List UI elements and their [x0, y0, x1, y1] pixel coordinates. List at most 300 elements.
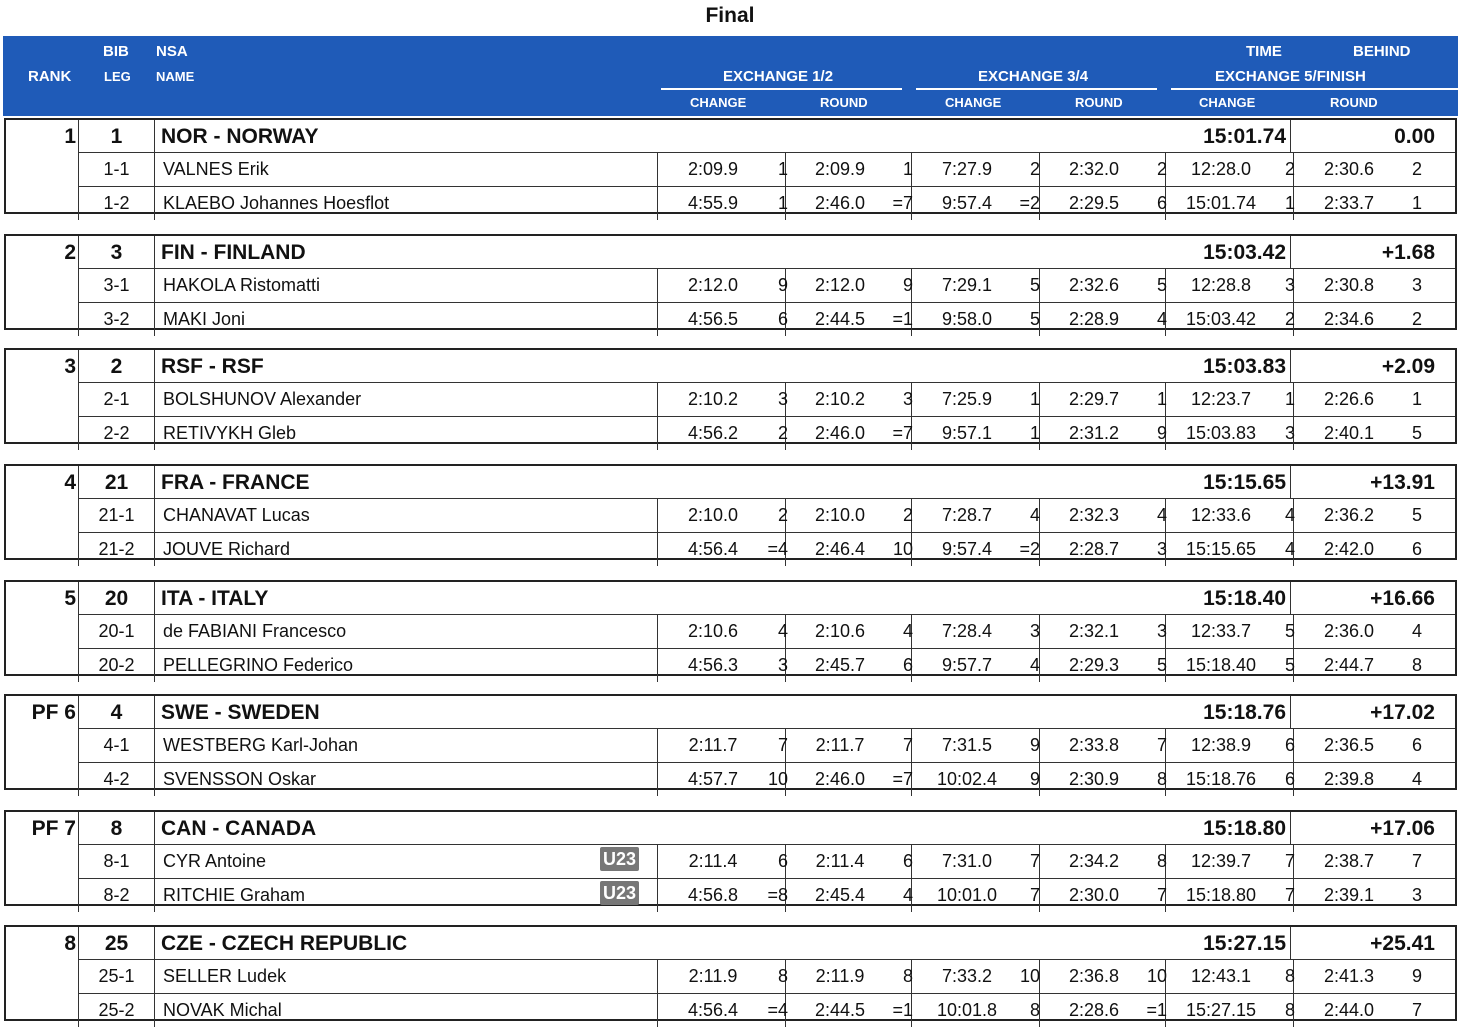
athlete-name: NOVAK Michal	[154, 993, 657, 1027]
team-behind: +25.41	[1290, 927, 1457, 959]
split-value: 4	[902, 885, 913, 905]
header-divider	[661, 88, 902, 90]
team-nation: CAN - CANADA	[154, 812, 1290, 844]
team-rank: PF 6	[31, 701, 76, 724]
split-value: 9	[1029, 735, 1040, 755]
team-rank: 1	[64, 125, 76, 148]
split-value: 5	[1029, 275, 1040, 295]
split-value: 2:11.7	[815, 735, 865, 755]
split-value: 9	[1156, 423, 1167, 443]
team-block	[4, 234, 1457, 330]
split-value: 12:33.7	[1190, 621, 1252, 641]
page-title: Final	[705, 4, 755, 27]
split-value: 9:57.4	[941, 539, 993, 559]
split-value: 4	[1411, 621, 1422, 641]
split-value: 9:58.0	[941, 309, 993, 329]
split-value: 6	[1411, 539, 1422, 559]
split-value: 7:28.4	[941, 621, 993, 641]
team-bib: 25	[78, 927, 154, 1023]
team-bib: 21	[78, 466, 154, 562]
split-value: 3	[1284, 275, 1295, 295]
split-value: 2:40.1	[1323, 423, 1375, 443]
header-leg: LEG	[104, 69, 131, 84]
split-value: 10	[767, 769, 788, 789]
leg-number: 21-1	[78, 498, 154, 532]
split-value: 2:11.4	[815, 851, 865, 871]
athlete-name: RITCHIE Graham	[154, 878, 657, 912]
leg-number: 1-1	[78, 152, 154, 186]
header-round: ROUND	[820, 95, 868, 110]
team-nation: FIN - FINLAND	[154, 236, 1290, 268]
team-bib: 3	[78, 236, 154, 332]
header-behind: BEHIND	[1353, 43, 1411, 60]
split-value: 2:46.4	[814, 539, 866, 559]
header-change: CHANGE	[690, 95, 747, 110]
team-block	[4, 464, 1457, 560]
header-nsa: NSA	[156, 43, 188, 60]
split-value: 15:18.80	[1185, 885, 1257, 905]
split-value: 2:32.1	[1068, 621, 1120, 641]
split-value: 15:18.76	[1185, 769, 1257, 789]
team-nation: RSF - RSF	[154, 350, 1290, 382]
split-value: 2:12.0	[814, 275, 866, 295]
cell-divider	[657, 302, 658, 336]
split-value: 2	[777, 505, 788, 525]
split-value: 2:34.6	[1323, 309, 1375, 329]
split-value: 4	[1411, 769, 1422, 789]
split-value: 10:01.0	[936, 885, 998, 905]
leg-number: 1-2	[78, 186, 154, 220]
split-value: =4	[767, 1000, 788, 1020]
split-value: 4	[902, 621, 913, 641]
split-value: 2:36.0	[1323, 621, 1375, 641]
split-value: 9	[902, 275, 913, 295]
split-value: 2:28.6	[1068, 1000, 1120, 1020]
leg-number: 21-2	[78, 532, 154, 566]
split-value: 4	[1284, 505, 1295, 525]
split-value: 1	[1284, 389, 1295, 409]
split-value: 9:57.1	[941, 423, 993, 443]
split-value: 4	[1029, 655, 1040, 675]
cell-divider	[657, 382, 658, 416]
split-value: 4	[1156, 505, 1167, 525]
split-value: =7	[892, 193, 913, 213]
results-table	[0, 118, 1460, 1034]
team-behind: +16.66	[1290, 582, 1457, 614]
split-value: 1	[777, 159, 788, 179]
split-value: 1	[777, 193, 788, 213]
team-rank: 3	[64, 355, 76, 378]
split-value: =7	[892, 769, 913, 789]
team-nation: ITA - ITALY	[154, 582, 1290, 614]
split-value: 10:02.4	[936, 769, 998, 789]
team-bib: 8	[78, 812, 154, 908]
split-value: 2:10.2	[814, 389, 866, 409]
split-value: =1	[892, 309, 913, 329]
cell-divider	[657, 959, 658, 993]
split-value: 2:39.8	[1323, 769, 1375, 789]
split-value: 7	[1411, 851, 1422, 871]
split-value: 4	[1156, 309, 1167, 329]
split-value: 2:30.6	[1323, 159, 1375, 179]
split-value: 9	[1411, 966, 1422, 986]
athlete-name: WESTBERG Karl-Johan	[154, 728, 657, 762]
split-value: 6	[1284, 735, 1295, 755]
cell-divider	[657, 416, 658, 450]
split-value: 2:42.0	[1323, 539, 1375, 559]
team-time: 15:01.74	[1203, 125, 1286, 148]
split-value: 2:31.2	[1068, 423, 1120, 443]
split-value: 2:28.9	[1068, 309, 1120, 329]
split-value: =1	[1146, 1000, 1167, 1020]
leg-number: 2-1	[78, 382, 154, 416]
athlete-name: JOUVE Richard	[154, 532, 657, 566]
split-value: 10	[892, 539, 913, 559]
split-value: 3	[1156, 621, 1167, 641]
split-value: 10	[1019, 966, 1040, 986]
split-value: 10	[1146, 966, 1167, 986]
leg-number: 20-1	[78, 614, 154, 648]
split-value: 8	[1156, 769, 1167, 789]
athlete-name: CYR Antoine	[154, 844, 657, 878]
split-value: 2:45.7	[814, 655, 866, 675]
split-value: =1	[892, 1000, 913, 1020]
athlete-name: HAKOLA Ristomatti	[154, 268, 657, 302]
team-behind: +1.68	[1290, 236, 1457, 268]
cell-divider	[657, 844, 658, 878]
leg-number: 3-1	[78, 268, 154, 302]
split-value: =2	[1019, 539, 1040, 559]
split-value: 2:11.4	[688, 851, 738, 871]
split-value: 8	[777, 966, 788, 986]
athlete-name: SELLER Ludek	[154, 959, 657, 993]
split-value: 2:34.2	[1068, 851, 1120, 871]
header-round: ROUND	[1075, 95, 1123, 110]
split-value: 2:30.8	[1323, 275, 1375, 295]
split-value: 2:10.6	[814, 621, 866, 641]
split-value: 2:11.7	[688, 735, 738, 755]
split-value: 1	[1411, 389, 1422, 409]
split-value: 2:39.1	[1323, 885, 1375, 905]
team-rank: 4	[64, 471, 76, 494]
cell-divider	[657, 498, 658, 532]
split-value: 2:30.0	[1068, 885, 1120, 905]
split-value: 4:56.4	[687, 1000, 739, 1020]
split-value: 7	[777, 735, 788, 755]
split-value: 7:31.5	[941, 735, 993, 755]
split-value: 5	[1156, 275, 1167, 295]
split-value: 1	[1029, 389, 1040, 409]
athlete-name: de FABIANI Francesco	[154, 614, 657, 648]
split-value: 6	[777, 851, 788, 871]
leg-number: 4-1	[78, 728, 154, 762]
split-value: 2:41.3	[1323, 966, 1375, 986]
split-value: 4:56.2	[687, 423, 739, 443]
split-value: =8	[767, 885, 788, 905]
split-value: 2:36.2	[1323, 505, 1375, 525]
split-value: 2	[1411, 159, 1422, 179]
split-value: 5	[1411, 505, 1422, 525]
split-value: 2:44.0	[1323, 1000, 1375, 1020]
team-behind: +17.02	[1290, 696, 1457, 728]
leg-number: 25-1	[78, 959, 154, 993]
split-value: 2:10.0	[687, 505, 739, 525]
split-value: 15:18.40	[1185, 655, 1257, 675]
split-value: 2	[1411, 309, 1422, 329]
split-value: 6	[902, 655, 913, 675]
split-value: 2:46.0	[814, 423, 866, 443]
split-value: =4	[767, 539, 788, 559]
split-value: 2:10.2	[687, 389, 739, 409]
split-value: 1	[1156, 389, 1167, 409]
split-value: 6	[902, 851, 913, 871]
split-value: 15:15.65	[1185, 539, 1257, 559]
split-value: 5	[1029, 309, 1040, 329]
header-change: CHANGE	[1199, 95, 1256, 110]
split-value: 4:56.8	[687, 885, 739, 905]
athlete-name: BOLSHUNOV Alexander	[154, 382, 657, 416]
header-exchange-1-2: EXCHANGE 1/2	[723, 68, 834, 85]
split-value: 2:46.0	[814, 769, 866, 789]
leg-number: 3-2	[78, 302, 154, 336]
split-value: 2:10.6	[687, 621, 739, 641]
split-value: 2:30.9	[1068, 769, 1120, 789]
split-value: 2:09.9	[814, 159, 866, 179]
leg-number: 20-2	[78, 648, 154, 682]
header-bib: BIB	[103, 43, 129, 60]
team-block	[4, 580, 1457, 676]
athlete-name: MAKI Joni	[154, 302, 657, 336]
athlete-name: VALNES Erik	[154, 152, 657, 186]
u23-badge: U23	[600, 881, 639, 905]
team-bib: 20	[78, 582, 154, 678]
cell-divider	[657, 532, 658, 566]
header-exchange-5-finish: EXCHANGE 5/FINISH	[1215, 68, 1366, 85]
split-value: 2:45.4	[814, 885, 866, 905]
team-time: 15:18.40	[1203, 587, 1286, 610]
athlete-name: RETIVYKH Gleb	[154, 416, 657, 450]
split-value: 2	[902, 505, 913, 525]
header-rank: RANK	[28, 68, 72, 85]
team-rank: 2	[64, 241, 76, 264]
team-rank: 5	[64, 587, 76, 610]
split-value: 1	[1284, 193, 1295, 213]
table-header	[3, 36, 1458, 116]
split-value: 7:25.9	[941, 389, 993, 409]
header-round: ROUND	[1330, 95, 1378, 110]
split-value: 5	[1411, 423, 1422, 443]
split-value: 12:38.9	[1190, 735, 1252, 755]
split-value: 12:28.8	[1190, 275, 1252, 295]
split-value: 7	[1029, 885, 1040, 905]
split-value: 8	[1284, 1000, 1295, 1020]
team-time: 15:03.83	[1203, 355, 1286, 378]
team-behind: +13.91	[1290, 466, 1457, 498]
team-rank: PF 7	[31, 817, 76, 840]
cell-divider	[657, 728, 658, 762]
team-time: 15:03.42	[1203, 241, 1286, 264]
split-value: 2:46.0	[814, 193, 866, 213]
split-value: 2:29.7	[1068, 389, 1120, 409]
split-value: 2:10.0	[814, 505, 866, 525]
split-value: 4	[1029, 505, 1040, 525]
split-value: 2:44.7	[1323, 655, 1375, 675]
split-value: 2	[777, 423, 788, 443]
split-value: 3	[902, 389, 913, 409]
cell-divider	[657, 268, 658, 302]
split-value: 2:28.7	[1068, 539, 1120, 559]
header-divider	[1171, 88, 1458, 90]
split-value: 2:38.7	[1323, 851, 1375, 871]
split-value: 3	[777, 389, 788, 409]
split-value: 7	[1156, 885, 1167, 905]
split-value: 5	[1284, 655, 1295, 675]
header-name: NAME	[156, 69, 195, 84]
split-value: 9:57.4	[941, 193, 993, 213]
team-block	[4, 810, 1457, 906]
u23-badge: U23	[600, 847, 639, 871]
split-value: 7	[1411, 1000, 1422, 1020]
team-bib: 1	[78, 120, 154, 216]
team-nation: NOR - NORWAY	[154, 120, 1290, 152]
athlete-name: SVENSSON Oskar	[154, 762, 657, 796]
split-value: 12:23.7	[1190, 389, 1252, 409]
split-value: 7	[902, 735, 913, 755]
cell-divider	[657, 614, 658, 648]
split-value: 2:32.6	[1068, 275, 1120, 295]
split-value: 5	[1284, 621, 1295, 641]
split-value: 4:55.9	[687, 193, 739, 213]
split-value: 6	[1284, 769, 1295, 789]
leg-number: 8-2	[78, 878, 154, 912]
split-value: 2:11.9	[815, 966, 865, 986]
split-value: 2:12.0	[687, 275, 739, 295]
cell-divider	[657, 152, 658, 186]
split-value: 7:29.1	[941, 275, 993, 295]
team-block	[4, 925, 1457, 1021]
split-value: 12:33.6	[1190, 505, 1252, 525]
split-value: 6	[1156, 193, 1167, 213]
split-value: 2:33.7	[1323, 193, 1375, 213]
team-behind: 0.00	[1290, 120, 1457, 152]
split-value: 15:01.74	[1185, 193, 1257, 213]
team-nation: SWE - SWEDEN	[154, 696, 1290, 728]
leg-number: 8-1	[78, 844, 154, 878]
team-block	[4, 694, 1457, 790]
split-value: 1	[1029, 423, 1040, 443]
split-value: 4:56.5	[687, 309, 739, 329]
split-value: 4:57.7	[687, 769, 739, 789]
cell-divider	[657, 648, 658, 682]
split-value: 1	[1411, 193, 1422, 213]
split-value: 9:57.7	[941, 655, 993, 675]
team-time: 15:15.65	[1203, 471, 1286, 494]
split-value: 8	[1284, 966, 1295, 986]
split-value: 4	[777, 621, 788, 641]
team-nation: FRA - FRANCE	[154, 466, 1290, 498]
split-value: 8	[902, 966, 913, 986]
split-value: 5	[1156, 655, 1167, 675]
split-value: 7:31.0	[941, 851, 993, 871]
split-value: 7:28.7	[941, 505, 993, 525]
split-value: 3	[1029, 621, 1040, 641]
split-value: 12:28.0	[1190, 159, 1252, 179]
athlete-name: CHANAVAT Lucas	[154, 498, 657, 532]
team-time: 15:18.76	[1203, 701, 1286, 724]
split-value: 2:44.5	[814, 1000, 866, 1020]
split-value: 2:32.3	[1068, 505, 1120, 525]
split-value: =7	[892, 423, 913, 443]
split-value: 3	[1411, 885, 1422, 905]
split-value: 9	[1029, 769, 1040, 789]
split-value: 15:03.83	[1185, 423, 1257, 443]
team-behind: +2.09	[1290, 350, 1457, 382]
split-value: 10:01.8	[936, 1000, 998, 1020]
team-block	[4, 348, 1457, 444]
split-value: 2	[1284, 309, 1295, 329]
split-value: 9	[777, 275, 788, 295]
split-value: 4:56.3	[687, 655, 739, 675]
team-bib: 4	[78, 696, 154, 792]
split-value: 2:44.5	[814, 309, 866, 329]
team-rank: 8	[64, 932, 76, 955]
split-value: 8	[1029, 1000, 1040, 1020]
split-value: 2	[1284, 159, 1295, 179]
split-value: 2:29.3	[1068, 655, 1120, 675]
team-nation: CZE - CZECH REPUBLIC	[154, 927, 1290, 959]
cell-divider	[657, 186, 658, 220]
split-value: 3	[1284, 423, 1295, 443]
leg-number: 25-2	[78, 993, 154, 1027]
split-value: 6	[1411, 735, 1422, 755]
leg-number: 4-2	[78, 762, 154, 796]
team-time: 15:18.80	[1203, 817, 1286, 840]
team-time: 15:27.15	[1203, 932, 1286, 955]
athlete-name: PELLEGRINO Federico	[154, 648, 657, 682]
split-value: 2:36.5	[1323, 735, 1375, 755]
split-value: 12:39.7	[1190, 851, 1252, 871]
athlete-name: KLAEBO Johannes Hoesflot	[154, 186, 657, 220]
cell-divider	[657, 993, 658, 1027]
split-value: 2:26.6	[1323, 389, 1375, 409]
split-value: 15:03.42	[1185, 309, 1257, 329]
split-value: 8	[1411, 655, 1422, 675]
split-value: 2	[1029, 159, 1040, 179]
split-value: =2	[1019, 193, 1040, 213]
split-value: 7	[1156, 735, 1167, 755]
split-value: 12:43.1	[1190, 966, 1252, 986]
split-value: 1	[902, 159, 913, 179]
split-value: 7:27.9	[941, 159, 993, 179]
split-value: 3	[1156, 539, 1167, 559]
split-value: 2	[1156, 159, 1167, 179]
cell-divider	[657, 762, 658, 796]
split-value: 6	[777, 309, 788, 329]
split-value: 2:36.8	[1068, 966, 1120, 986]
split-value: 7	[1284, 885, 1295, 905]
split-value: 2:29.5	[1068, 193, 1120, 213]
leg-number: 2-2	[78, 416, 154, 450]
split-value: 7:33.2	[941, 966, 993, 986]
split-value: 2:09.9	[687, 159, 739, 179]
split-value: 4:56.4	[687, 539, 739, 559]
split-value: 2:33.8	[1068, 735, 1120, 755]
split-value: 3	[777, 655, 788, 675]
split-value: 4	[1284, 539, 1295, 559]
split-value: 2:32.0	[1068, 159, 1120, 179]
split-value: 2:11.9	[688, 966, 738, 986]
split-value: 7	[1029, 851, 1040, 871]
